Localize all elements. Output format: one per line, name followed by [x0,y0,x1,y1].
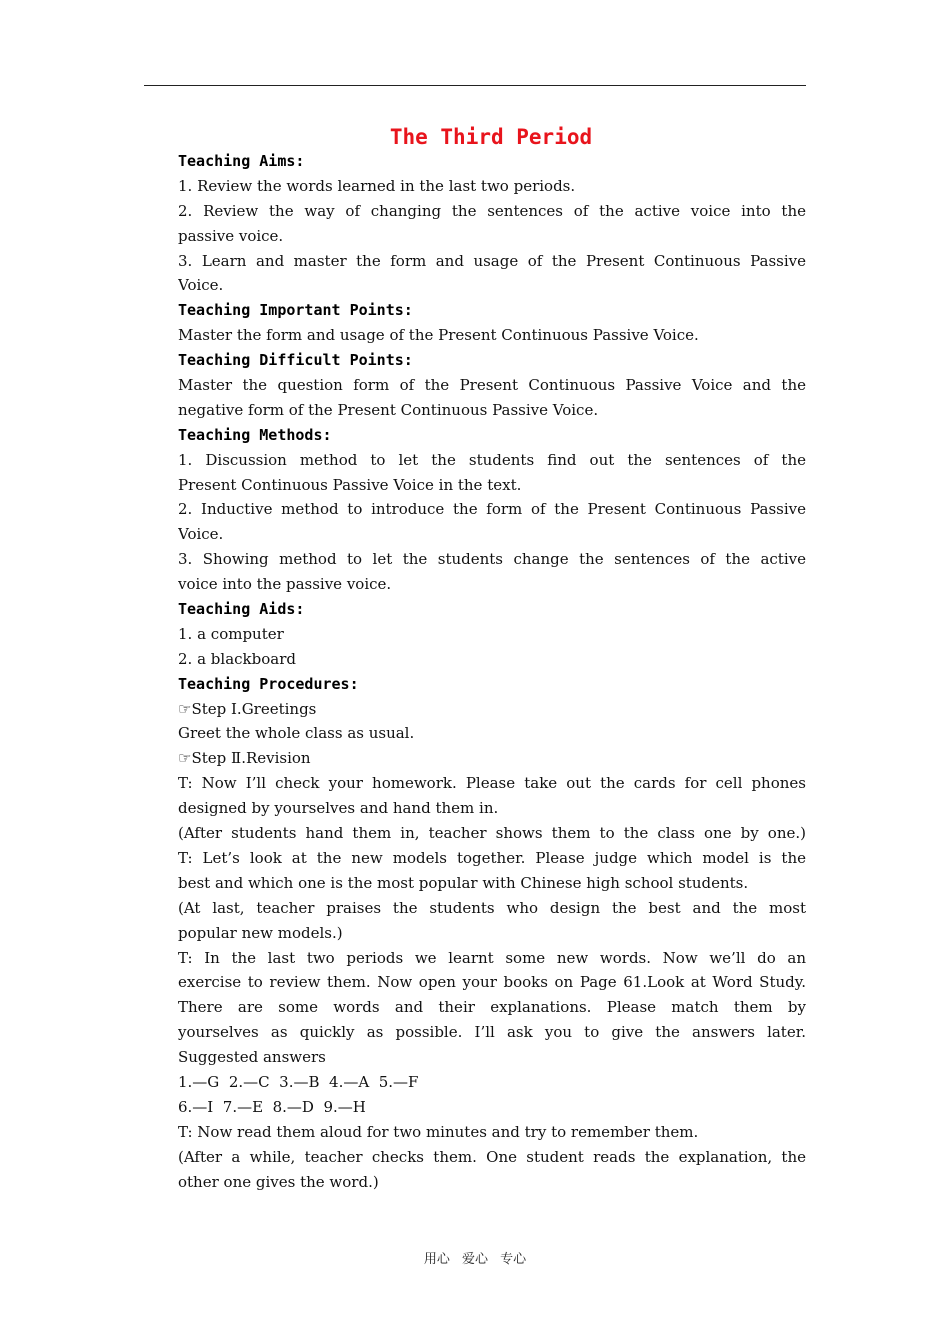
text-line: (After a while, teacher checks them. One student reads the explanation, the [178,1147,806,1166]
text-line: 1. Review the words learned in the last two periods. [178,176,576,195]
text-line: Present Continuous Passive Voice in the text. [178,475,522,494]
text-line: Voice. [178,525,224,544]
text-line: best and which one is the most popular with Chinese high school students. [178,873,749,892]
text-line: 6.—I 7.—E 8.—D 9.—H [178,1097,366,1116]
text-line: Voice. [178,276,224,295]
text-line: 1. a computer [178,624,284,643]
text-line: 3. Showing method to let the students change the sentences of the active [178,550,806,569]
header-rule [144,85,806,86]
page-title: The Third Period [389,125,593,149]
page-footer: 用心 爱心 专心 [423,1252,527,1267]
text-line: popular new models.) [178,923,343,942]
text-line: (After students hand them in, teacher shows them to the class one by one.) [178,824,806,843]
section-heading: Teaching Important Points: [178,301,413,320]
text-line: yourselves as quickly as possible. I’ll ask you to give the answers later. [178,1023,806,1042]
text-line: There are some words and their explanations. Please match them by [178,998,806,1017]
text-line: Master the question form of the Present Continuous Passive Voice and the [178,376,806,395]
text-line: T: Now read them aloud for two minutes and try to remember them. [178,1122,699,1141]
text-line: Master the form and usage of the Present Continuous Passive Voice. [178,326,699,345]
text-line: 3. Learn and master the form and usage of the Present Continuous Passive [178,251,806,270]
section-heading: Teaching Aids: [178,600,305,619]
text-line: T: Now I’ll check your homework. Please take out the cards for cell phones [178,774,806,793]
text-line: T: In the last two periods we learnt some new words. Now we’ll do an [178,948,806,967]
text-line: negative form of the Present Continuous Passive Voice. [178,400,599,419]
text-line: Greet the whole class as usual. [178,724,415,743]
text-line: 1.—G 2.—C 3.—B 4.—A 5.—F [178,1072,419,1091]
text-line: exercise to review them. Now open your books on Page 61.Look at Word Study. [178,973,806,992]
text-line: ☞Step Ⅰ.Greetings [178,699,317,718]
text-line: 2. Inductive method to introduce the form of the Present Continuous Passive [178,500,806,519]
text-line: passive voice. [178,226,284,245]
text-line: 2. Review the way of changing the sentences of the active voice into the [178,201,806,220]
section-heading: Teaching Difficult Points: [178,351,413,370]
text-line: other one gives the word.) [178,1172,379,1191]
text-line: (At last, teacher praises the students who design the best and the most [178,898,806,917]
text-line: voice into the passive voice. [178,575,392,594]
text-line: 1. Discussion method to let the students find out the sentences of the [178,450,806,469]
section-heading: Teaching Aims: [178,152,305,170]
text-line: 2. a blackboard [178,649,296,668]
text-line: Suggested answers [178,1048,326,1067]
section-heading: Teaching Methods: [178,425,332,444]
section-heading: Teaching Procedures: [178,674,359,693]
text-line: designed by yourselves and hand them in. [178,799,499,818]
document-body [178,149,806,1194]
text-line: T: Let’s look at the new models together. Please judge which model is the [178,848,806,867]
text-line: ☞Step Ⅱ.Revision [178,749,311,768]
